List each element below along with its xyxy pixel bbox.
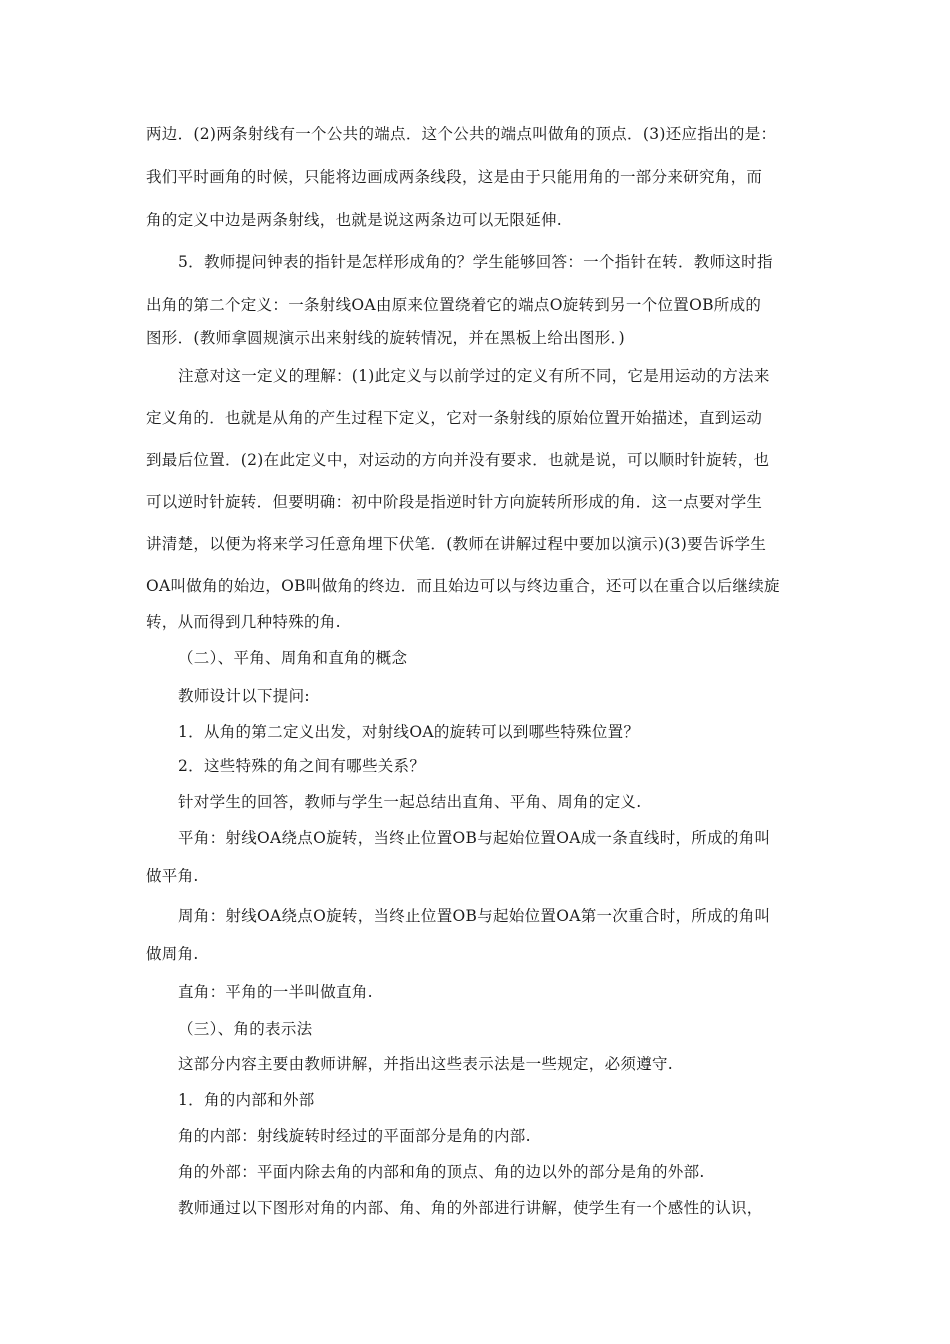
text-line: 定义角的．也就是从角的产生过程下定义，它对一条射线的原始位置开始描述，直到运动 [146,409,763,427]
text-line: 讲清楚，以便为将来学习任意角埋下伏笔．(教师在讲解过程中要加以演示)(3)要告诉学生 [146,535,767,553]
text-line: 到最后位置．(2)在此定义中，对运动的方向并没有要求．也就是说，可以顺时针旋转，也 [146,451,770,469]
definition-text: 角的外部：平面内除去角的内部和角的顶点、角的边以外的部分是角的外部. [178,1163,705,1181]
list-item: 1．角的内部和外部 [178,1091,315,1109]
text-line: 这部分内容主要由教师讲解，并指出这些表示法是一些规定，必须遵守. [178,1055,674,1073]
text-line: 做平角. [146,867,199,885]
text-line: 我们平时画角的时候，只能将边画成两条线段，这是由于只能用角的一部分来研究角，而 [146,168,763,186]
text-line: 图形．(教师拿圆规演示出来射线的旋转情况，并在黑板上给出图形．) [146,329,625,347]
text-line: 教师通过以下图形对角的内部、角、角的外部进行讲解，使学生有一个感性的认识， [178,1199,763,1217]
text-line: OA叫做角的始边，OB叫做角的终边．而且始边可以与终边重合，还可以在重合以后继续旋 [146,577,780,595]
text-line: 出角的第二个定义：一条射线OA由原来位置绕着它的端点O旋转到另一个位置OB所成的 [146,296,762,314]
text-line: 转，从而得到几种特殊的角. [146,613,341,631]
text-line: 可以逆时针旋转．但要明确：初中阶段是指逆时针方向旋转所形成的角．这一点要对学生 [146,493,763,511]
definition-text: 平角：射线OA绕点O旋转，当终止位置OB与起始位置OA成一条直线时，所成的角叫 [178,829,771,847]
section-heading: （三）、角的表示法 [178,1020,313,1038]
definition-text: 直角：平角的一半叫做直角. [178,983,373,1001]
text-line: 做周角. [146,945,199,963]
text-line: 角的定义中边是两条射线，也就是说这两条边可以无限延伸. [146,211,563,229]
text-line: 针对学生的回答，教师与学生一起总结出直角、平角、周角的定义. [178,793,642,811]
text-line: 5．教师提问钟表的指针是怎样形成角的？学生能够回答：一个指针在转．教师这时指 [178,253,773,271]
definition-text: 角的内部：射线旋转时经过的平面部分是角的内部. [178,1127,531,1145]
text-line: 教师设计以下提问: [178,687,310,705]
definition-text: 周角：射线OA绕点O旋转，当终止位置OB与起始位置OA第一次重合时，所成的角叫 [178,907,771,925]
text-line: 注意对这一定义的理解：(1)此定义与以前学过的定义有所不同，它是用运动的方法来 [178,367,770,385]
list-item: 1．从角的第二定义出发，对射线OA的旋转可以到哪些特殊位置？ [178,723,640,741]
list-item: 2．这些特殊的角之间有哪些关系？ [178,757,426,775]
section-heading: （二）、平角、周角和直角的概念 [178,649,408,667]
text-line: 两边．(2)两条射线有一个公共的端点．这个公共的端点叫做角的顶点．(3)还应指出的是： [146,125,777,143]
